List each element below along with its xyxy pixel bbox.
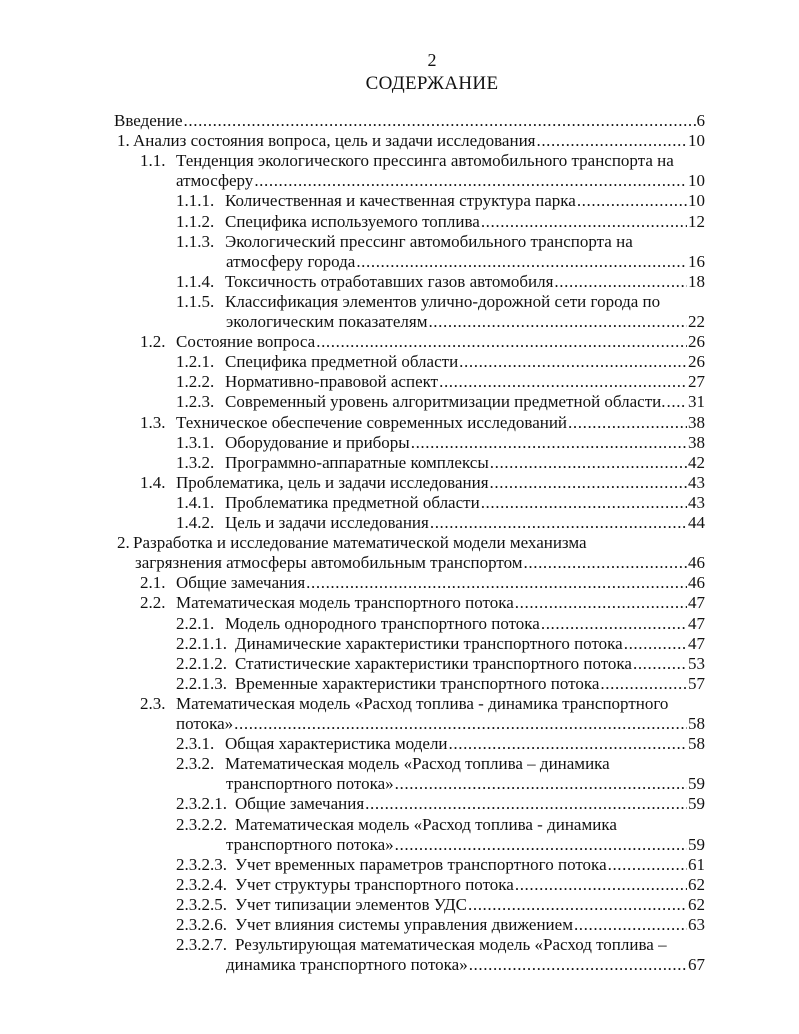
toc-entry-title: транспортного потока» xyxy=(226,774,394,794)
toc-entry xyxy=(140,412,705,433)
toc-entry xyxy=(117,533,587,553)
toc-entry-page: 53 xyxy=(688,653,705,673)
toc-entry-title: Тенденция экологического прессинга автомобильного транспорта на xyxy=(176,151,674,171)
toc-entry xyxy=(140,332,705,352)
toc-entry xyxy=(140,151,674,171)
toc-entry-page: 38 xyxy=(688,412,705,432)
toc-entry-continuation xyxy=(226,955,705,975)
toc-entry-page: 26 xyxy=(688,332,705,352)
toc-entry-continuation xyxy=(176,171,705,191)
toc-entry-title: транспортного потока» xyxy=(226,834,394,854)
toc-entry-page: 31 xyxy=(688,392,705,412)
toc-entry xyxy=(176,754,610,774)
toc-entry-number: 2.3.1. xyxy=(176,734,215,754)
toc-entry-title: Специфика предметной области xyxy=(225,352,459,372)
toc-entry-title: Общие замечания xyxy=(235,794,365,814)
toc-entry-number: 2.3. xyxy=(140,693,166,713)
toc-entry-title: загрязнения атмосферы автомобильным транспортом xyxy=(135,553,523,573)
toc-entry-number: 2.1. xyxy=(140,573,166,593)
dot-leader xyxy=(395,774,687,794)
toc-entry-page: 44 xyxy=(688,513,705,532)
toc-entry-number: 1.3.2. xyxy=(176,452,215,472)
toc-entry-page: 47 xyxy=(688,613,705,633)
dot-leader xyxy=(481,493,687,513)
toc-entry-title: Учет типизации элементов УДС xyxy=(235,894,467,914)
toc-entry-page: 18 xyxy=(688,271,705,291)
dot-leader xyxy=(411,433,687,453)
dot-leader xyxy=(449,734,687,754)
toc-entry-title: Разработка и исследование математической модели механизма xyxy=(133,533,587,553)
toc-entry-number: 1.3. xyxy=(140,412,166,432)
toc-entry xyxy=(176,673,705,694)
toc-entry-page: 12 xyxy=(688,211,705,231)
toc-entry-continuation xyxy=(176,714,705,734)
toc-entry-number: 2.3.2.2. xyxy=(176,814,227,834)
dot-leader xyxy=(624,634,687,654)
toc-entry-page: 16 xyxy=(688,251,705,271)
toc-entry-page: 47 xyxy=(688,593,705,613)
toc-entry xyxy=(176,432,705,453)
toc-entry-number: 2.3.2.5. xyxy=(176,894,227,914)
toc-entry-page: 10 xyxy=(688,131,705,151)
toc-entry-title: Проблематика предметной области xyxy=(225,492,480,512)
dot-leader xyxy=(234,714,687,734)
toc-entry xyxy=(176,794,705,814)
toc-entry-title: Экологический прессинг автомобильного транспорта на xyxy=(225,231,633,251)
toc-entry-page: 38 xyxy=(688,432,705,452)
dot-leader xyxy=(490,473,687,493)
toc-entry-page: 46 xyxy=(688,553,705,573)
toc-entry-title: Динамические характеристики транспортного потока xyxy=(235,633,623,653)
dot-leader xyxy=(608,855,687,875)
dot-leader xyxy=(316,332,687,352)
toc-entry-continuation xyxy=(226,252,705,272)
toc-entry-number: 2. xyxy=(117,533,130,553)
dot-leader xyxy=(468,895,687,915)
toc-entry xyxy=(117,131,705,151)
toc-entry xyxy=(176,352,705,372)
toc-entry-title: Математическая модель «Расход топлива – динамика xyxy=(225,754,610,774)
toc-entry xyxy=(176,854,705,875)
toc-entry xyxy=(176,372,705,392)
toc-entry-title: Нормативно-правовой аспект xyxy=(225,372,439,392)
toc-entry-page: 27 xyxy=(688,372,705,392)
toc-entry-title: Количественная и качественная структура парка xyxy=(225,191,576,211)
toc-entry xyxy=(176,633,705,654)
toc-entry-page: 42 xyxy=(688,452,705,472)
toc-entry-page: 46 xyxy=(688,573,705,593)
dot-leader xyxy=(600,674,687,694)
toc-entry-title: потока» xyxy=(176,714,234,733)
toc-entry-number: 1.1.4. xyxy=(176,271,215,291)
dot-leader xyxy=(430,513,687,533)
toc-entry-continuation xyxy=(226,835,705,855)
toc-entry-title: Современный уровень алгоритмизации предметной области. xyxy=(225,392,666,412)
dot-leader xyxy=(306,573,687,593)
toc-entry-continuation xyxy=(226,312,705,332)
page-number: 2 xyxy=(427,50,437,70)
toc-entry-number: 2.2.1. xyxy=(176,613,215,633)
toc-entry xyxy=(176,653,705,674)
toc-entry-title: Учет временных параметров транспортного потока xyxy=(235,854,607,874)
toc-entry-page: 59 xyxy=(688,774,705,794)
toc-entry-title: Статистические характеристики транспортного потока xyxy=(235,653,632,673)
toc-entry xyxy=(176,915,705,935)
toc-entry xyxy=(176,874,705,895)
toc-entry xyxy=(176,231,633,252)
toc-entry xyxy=(114,111,705,131)
toc-entry-number: 2.3.2. xyxy=(176,754,215,774)
toc-entry-title: Программно-аппаратные комплексы xyxy=(225,452,489,472)
toc-entry xyxy=(176,894,705,915)
toc-entry xyxy=(176,392,705,412)
toc-entry-page: 22 xyxy=(688,312,705,331)
toc-entry-page: 57 xyxy=(688,673,705,693)
toc-entry-number: 1.2.2. xyxy=(176,372,215,392)
toc-entry-number: 2.3.2.6. xyxy=(176,915,227,934)
toc-entry-number: 1.1.2. xyxy=(176,211,215,231)
toc-entry-title: Токсичность отработавших газов автомобиля xyxy=(225,271,554,291)
dot-leader xyxy=(395,835,687,855)
dot-leader xyxy=(524,553,687,573)
toc-entry-page: 62 xyxy=(688,874,705,894)
toc-entry xyxy=(176,513,705,533)
toc-entry-continuation xyxy=(226,774,705,794)
dot-leader xyxy=(184,111,696,131)
toc-entry-title: Результирующая математическая модель «Расход топлива – xyxy=(235,935,667,955)
toc-entry-number: 2.2.1.1. xyxy=(176,633,227,653)
toc-entry-title: Общая характеристика модели xyxy=(225,734,448,754)
toc-entry-page: 63 xyxy=(688,915,705,934)
toc-entry-title: Временные характеристики транспортного потока xyxy=(235,673,600,693)
toc-entry-page: 10 xyxy=(688,191,705,211)
dot-leader xyxy=(554,272,687,292)
toc-entry xyxy=(176,211,705,232)
toc-entry xyxy=(176,291,661,312)
toc-entry-number: 1.1.3. xyxy=(176,231,215,251)
toc-entry-number: 1.3.1. xyxy=(176,432,215,452)
toc-entry-title: Учет структуры транспортного потока xyxy=(235,874,514,894)
page-title: СОДЕРЖАНИЕ xyxy=(365,73,499,94)
toc-entry-title: Модель однородного транспортного потока xyxy=(225,613,540,633)
toc-entry-title: Оборудование и приборы xyxy=(225,432,410,452)
toc-entry-number: 1.1.5. xyxy=(176,291,215,311)
dot-leader xyxy=(439,372,687,392)
toc-entry-page: 59 xyxy=(688,834,705,854)
toc-entry-title: Классификация элементов улично-дорожной сети города по xyxy=(225,291,661,311)
dot-leader xyxy=(536,131,687,151)
toc-entry xyxy=(176,734,705,754)
toc-entry-number: 2.2. xyxy=(140,593,166,613)
toc-entry-title: атмосферу xyxy=(176,171,254,191)
toc-entry-number: 1.4.2. xyxy=(176,513,215,532)
toc-entry-page: 43 xyxy=(688,472,705,492)
toc-entry-title: динамика транспортного потока» xyxy=(226,955,468,975)
toc-entry-page: 62 xyxy=(688,894,705,914)
toc-entry-number: 1.1. xyxy=(140,151,166,171)
toc-entry-number: 2.3.2.4. xyxy=(176,874,227,894)
toc-entry-title: Цель и задачи исследования xyxy=(225,513,429,532)
toc-entry xyxy=(176,935,667,955)
toc-entry-page: 61 xyxy=(688,854,705,874)
dot-leader xyxy=(667,392,688,412)
dot-leader xyxy=(365,794,687,814)
toc-entry-number: 2.2.1.3. xyxy=(176,673,227,693)
toc-entry-title: Математическая модель «Расход топлива - динамика xyxy=(235,814,617,834)
toc-entry-title: атмосферу города xyxy=(226,251,356,271)
toc-entry-title: Специфика используемого топлива xyxy=(225,211,480,231)
toc-entry-page: 47 xyxy=(688,633,705,653)
toc-entry xyxy=(176,191,705,211)
toc-entry xyxy=(140,693,669,714)
toc-entry-number: 1.4.1. xyxy=(176,492,215,512)
dot-leader xyxy=(254,171,687,191)
toc-entry-title: экологическим показателям xyxy=(226,312,428,331)
dot-leader xyxy=(428,312,687,332)
toc-entry-number: 1.4. xyxy=(140,472,166,492)
toc-entry xyxy=(176,814,617,835)
toc-entry-page: 6 xyxy=(696,111,705,130)
toc-entry-page: 59 xyxy=(688,794,705,814)
toc-entry xyxy=(176,613,705,634)
toc-entry-page: 43 xyxy=(688,492,705,512)
toc-entry-continuation xyxy=(135,553,705,573)
toc-entry-title: Состояние вопроса xyxy=(176,332,316,352)
toc-entry-number: 1.2. xyxy=(140,332,166,352)
toc-entry-title: Анализ состояния вопроса, цель и задачи исследования xyxy=(133,131,536,151)
toc-entry xyxy=(140,573,705,593)
toc-entry-number: 2.3.2.3. xyxy=(176,854,227,874)
dot-leader xyxy=(568,413,687,433)
dot-leader xyxy=(356,252,687,272)
toc-entry-title: Проблематика, цель и задачи исследования xyxy=(176,472,489,492)
toc-entry-number: 2.2.1.2. xyxy=(176,653,227,673)
toc-entry-page: 67 xyxy=(688,955,705,975)
toc-entry xyxy=(140,472,705,493)
toc-entry-number: 1. xyxy=(117,131,130,151)
toc-entry-title: Общие замечания xyxy=(176,573,306,593)
toc-entry-page: 58 xyxy=(688,714,705,733)
dot-leader xyxy=(574,915,687,935)
dot-leader xyxy=(459,352,687,372)
dot-leader xyxy=(633,654,687,674)
toc-entry xyxy=(140,593,705,613)
dot-leader xyxy=(577,191,687,211)
toc-entry-title: Введение xyxy=(114,111,183,130)
toc-entry-title: Математическая модель транспортного потока xyxy=(176,593,514,613)
toc-entry-number: 1.2.1. xyxy=(176,352,215,372)
toc-entry-title: Техническое обеспечение современных исследований xyxy=(176,412,568,432)
toc-entry-number: 1.1.1. xyxy=(176,191,215,211)
toc-entry-number: 2.3.2.7. xyxy=(176,935,227,955)
dot-leader xyxy=(490,453,687,473)
toc-entry xyxy=(176,452,705,473)
toc-entry-title: Учет влияния системы управления движением xyxy=(235,915,573,934)
toc-entry-number: 1.2.3. xyxy=(176,392,215,412)
toc-entry xyxy=(176,492,705,513)
toc-entry-page: 26 xyxy=(688,352,705,372)
dot-leader xyxy=(515,593,687,613)
dot-leader xyxy=(515,875,687,895)
dot-leader xyxy=(469,955,687,975)
toc-entry-page: 10 xyxy=(688,171,705,191)
dot-leader xyxy=(541,614,687,634)
toc-entry-number: 2.3.2.1. xyxy=(176,794,227,814)
toc-entry xyxy=(176,271,705,292)
dot-leader xyxy=(481,212,687,232)
toc-entry-title: Математическая модель «Расход топлива - динамика транспортного xyxy=(176,693,669,713)
toc-entry-page: 58 xyxy=(688,734,705,754)
